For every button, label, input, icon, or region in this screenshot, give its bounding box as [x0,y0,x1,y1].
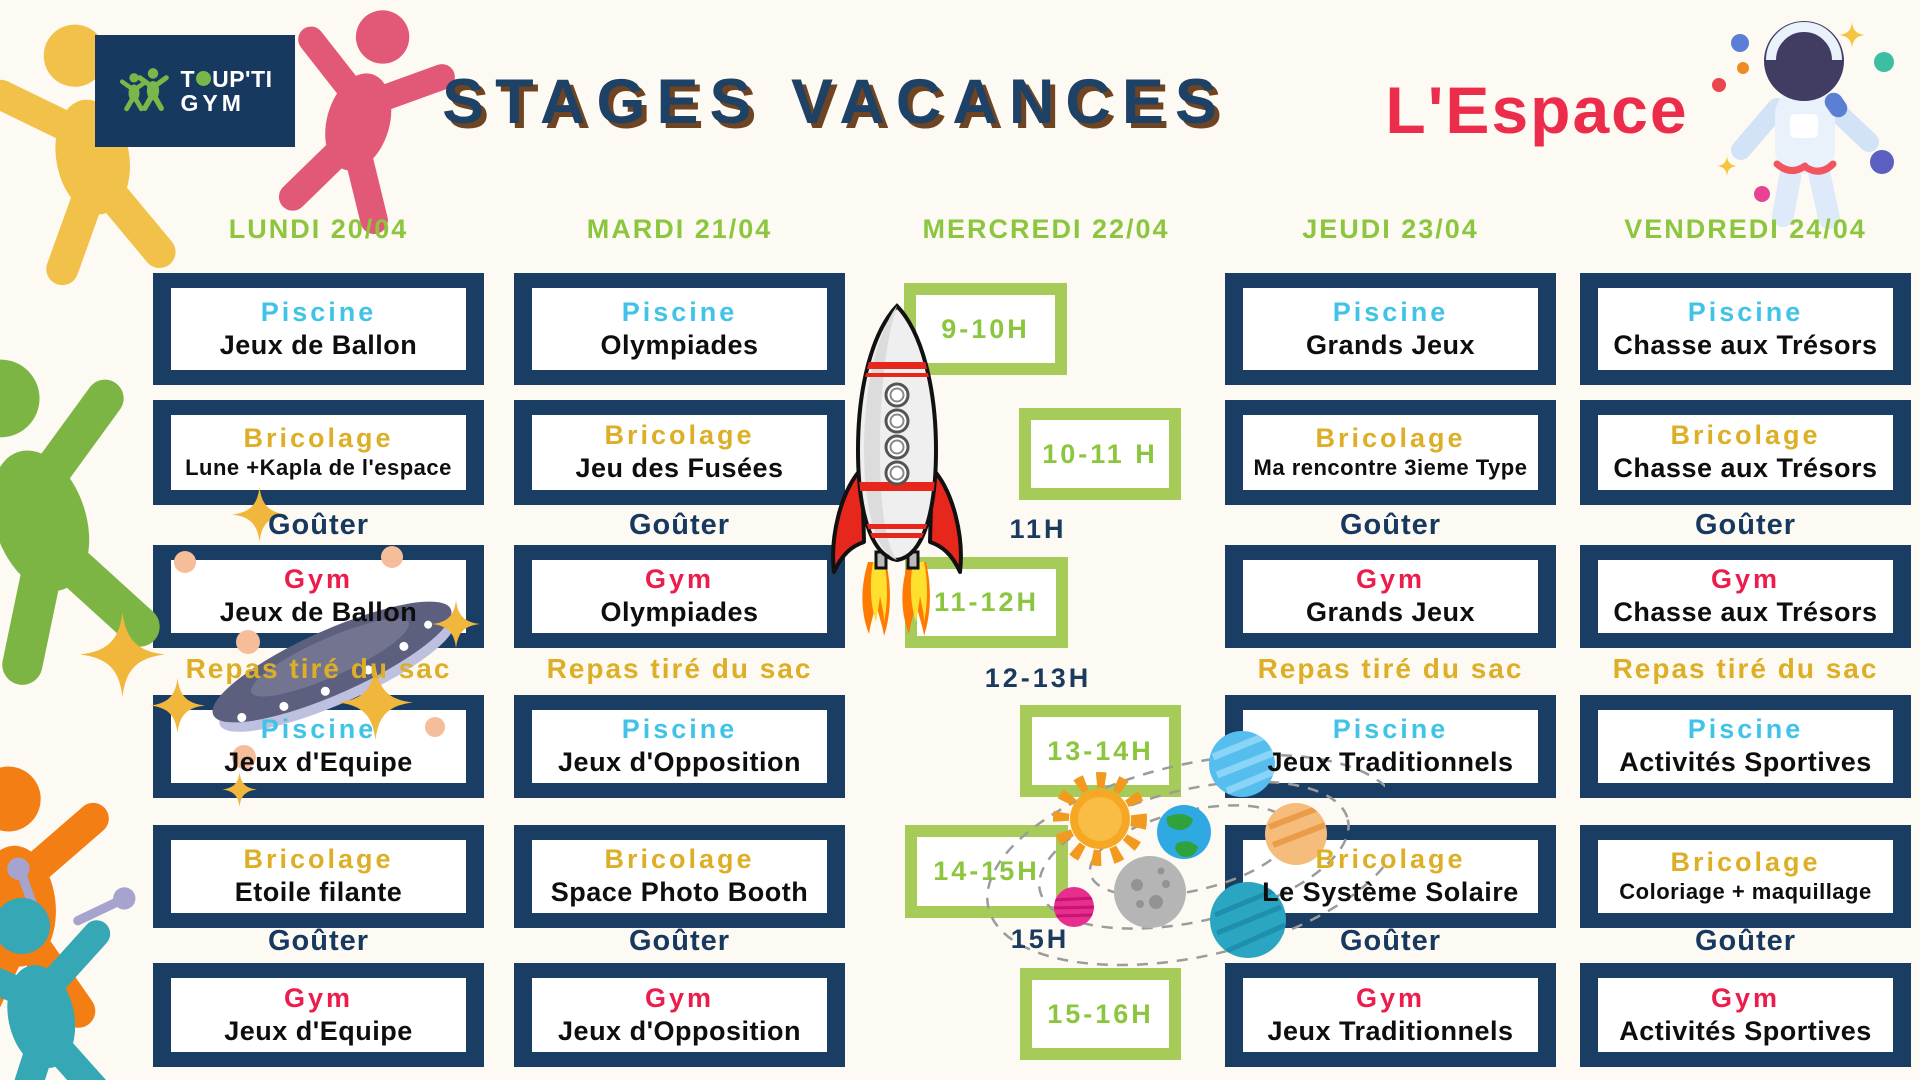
activity-name: Etoile filante [234,877,403,908]
activity-box [514,963,845,1067]
dot-decoration [236,630,260,654]
repas-label: Repas tiré du sac [1612,653,1879,684]
gouter-label: Goûter [628,925,731,957]
activity-name: Jeux d'Opposition [558,1015,801,1046]
repas-label: Repas tiré du sac [185,653,452,684]
logo-text [181,67,273,115]
activity-name: Coloriage + maquillage [1619,879,1872,905]
activity-category: Gym [644,564,715,595]
activity-box [514,400,845,505]
activity-category: Bricolage [1670,847,1821,878]
activity-name: Le Système Solaire [1262,877,1519,908]
day-column-vendredi [1580,273,1911,1067]
activity-name: Olympiades [600,329,759,360]
sparkle-icon [432,600,480,648]
time-slot-box: 9-10H [904,283,1067,375]
time-slot-box: 15-16H [1020,968,1181,1060]
day-header-mercredi: MERCREDI 22/04 [922,214,1170,244]
activity-name: Jeux de Ballon [219,329,418,360]
activity-box [153,273,484,385]
activity-box [1225,400,1556,505]
activity-name: Grands Jeux [1305,329,1476,360]
gouter-label: Goûter [267,925,370,957]
logo-brand-bottom: GYM [180,90,245,116]
activity-name: Activités Sportives [1619,1015,1872,1046]
activity-category: Gym [283,564,354,595]
activity-category: Bricolage [604,844,755,875]
activity-name: Ma rencontre 3ieme Type [1253,455,1528,481]
astronaut-icon [1693,4,1920,239]
activity-box [1225,545,1556,648]
activity-category: Piscine [621,714,738,745]
logo-kids-icon [118,68,172,114]
activity-box [1580,273,1911,385]
activity-name: Lune +Kapla de l'espace [185,455,452,481]
logo-o-dot [196,71,211,86]
day-column-mardi [514,273,845,1067]
gouter-label: Goûter [1339,925,1442,957]
activity-category: Piscine [1332,296,1449,327]
dot-decoration [381,546,403,568]
day-header-mardi: MARDI 21/04 [586,214,773,244]
activity-box [1225,273,1556,385]
activity-box [1580,400,1911,505]
day-header-vendredi: VENDREDI 24/04 [1624,214,1867,244]
activity-category: Bricolage [1315,844,1466,875]
activity-category: Bricolage [243,844,394,875]
activity-name: Jeux Traditionnels [1267,1015,1514,1046]
activity-category: Piscine [1687,714,1804,745]
activity-category: Piscine [1687,296,1804,327]
activity-category: Gym [1710,982,1781,1013]
gouter-label: Goûter [1339,509,1442,541]
activity-name: Olympiades [600,597,759,628]
repas-label: Repas tiré du sac [1257,653,1524,684]
activity-box [514,545,845,648]
activity-name: Activités Sportives [1619,747,1872,778]
rocket-icon [826,300,968,645]
activity-category: Gym [1355,564,1426,595]
activity-box [514,825,845,928]
logo-brand-suffix: UP'TI [212,65,273,92]
activity-category: Bricolage [1670,420,1821,451]
activity-category: Gym [1710,564,1781,595]
activity-category: Gym [283,982,354,1013]
activity-box [514,273,845,385]
activity-category: Piscine [621,296,738,327]
activity-category: Bricolage [1315,423,1466,454]
dot-decoration [174,551,196,573]
time-slot-box: 14-15H [905,825,1068,918]
activity-name: Space Photo Booth [550,877,809,908]
activity-name: Jeux de Ballon [219,597,418,628]
day-column-jeudi [1225,273,1556,1067]
touptigym-logo [95,35,295,147]
activity-category: Piscine [260,714,377,745]
activity-box [153,825,484,928]
activity-name: Jeux d'Equipe [224,747,413,778]
repas-label: Repas tiré du sac [546,653,813,684]
page-title: STAGES VACANCES [442,67,1228,137]
activity-category: Bricolage [604,420,755,451]
activity-name: Jeux d'Equipe [224,1015,413,1046]
gouter-label: Goûter [267,509,370,541]
time-slot-text: 12-13H [984,663,1092,693]
activity-name: Chasse aux Trésors [1613,597,1878,628]
gouter-label: Goûter [628,509,731,541]
activity-box [1580,963,1911,1067]
gouter-label: Goûter [1694,925,1797,957]
activity-category: Piscine [260,296,377,327]
activity-name: Grands Jeux [1305,597,1476,628]
time-slot-text: 15H [1010,924,1070,954]
day-column-lundi [153,273,484,1067]
theme-title: L'Espace [1385,73,1689,147]
sparkle-icon [150,678,205,733]
activity-name: Jeux d'Opposition [558,747,801,778]
gouter-label: Goûter [1694,509,1797,541]
activity-category: Bricolage [243,423,394,454]
activity-box [1580,825,1911,928]
activity-box [1580,695,1911,798]
time-slot-text: 11H [1009,514,1067,544]
activity-box [153,400,484,505]
activity-category: Gym [1355,982,1426,1013]
activity-name: Jeux Traditionnels [1267,747,1514,778]
activity-name: Jeu des Fusées [575,453,784,484]
activity-category: Gym [644,982,715,1013]
activity-name: Chasse aux Trésors [1613,453,1878,484]
activity-box [153,963,484,1067]
day-header-jeudi: JEUDI 23/04 [1302,214,1479,244]
activity-category: Piscine [1332,714,1449,745]
time-slot-box: 11-12H [905,557,1068,648]
kid-figure-teal-alien [0,855,180,1080]
day-header-lundi: LUNDI 20/04 [228,214,409,244]
logo-brand-prefix: T [180,65,196,92]
activity-name: Chasse aux Trésors [1613,329,1878,360]
activity-box [1580,545,1911,648]
time-slot-box: 13-14H [1020,705,1181,797]
dot-decoration [425,717,445,737]
activity-box [514,695,845,798]
time-slot-box: 10-11 H [1019,408,1181,500]
